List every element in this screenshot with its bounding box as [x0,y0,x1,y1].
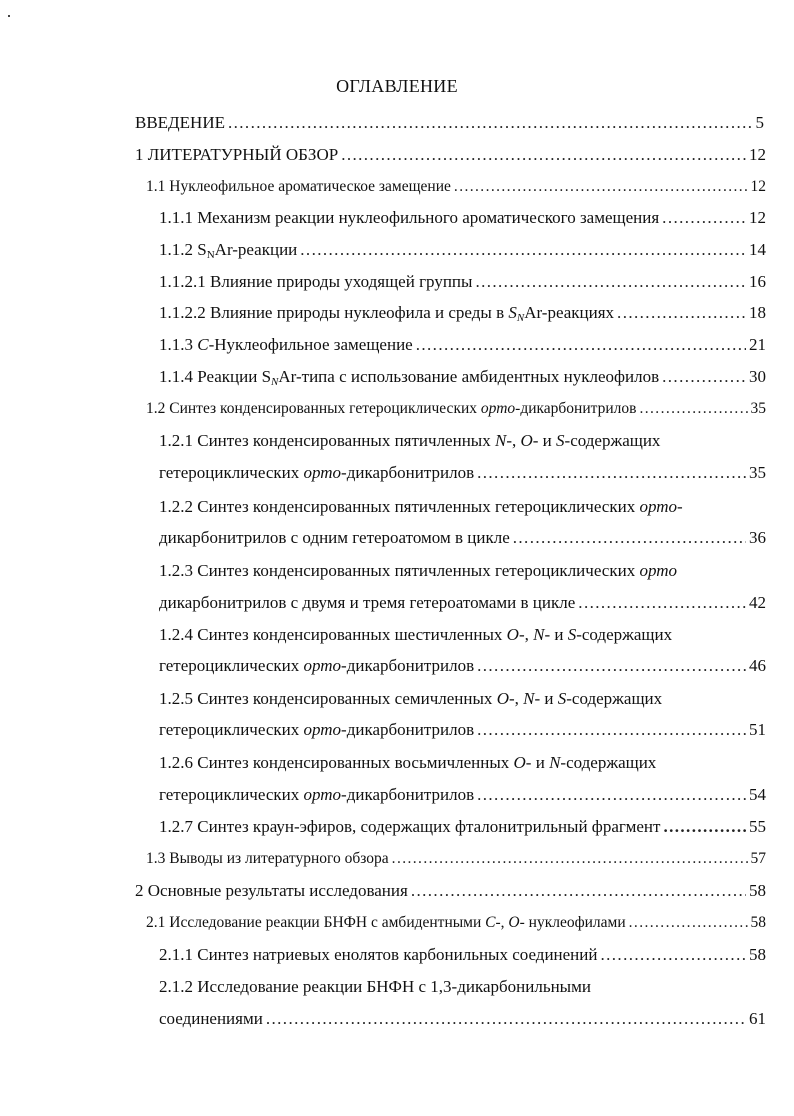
toc-entry-1-2-2[interactable] [159,528,766,548]
page-number: 51 [749,720,766,739]
toc-entry-1-2-1-line1[interactable]: 1.2.1 Синтез конденсированных пятичленных N-, O- и S-содержащих [159,431,661,450]
page-number: 42 [749,593,766,612]
entry-text: 1.1.4 Реакции $S_NAr$-типа с использование амбидентных нуклеофилов [159,367,660,388]
page-number: 36 [749,528,766,547]
page-title: ОГЛАВЛЕНИЕ [336,76,458,96]
page-number: 14 [749,240,766,259]
toc-entry-ch2[interactable] [135,881,766,901]
entry-text: 1.1 Нуклеофильное ароматическое замещение [146,178,451,195]
entry-text: 1.1.1 Механизм реакции нуклеофильного ароматического замещения [159,208,660,227]
entry-text: 1.1.2.2 Влияние природы нуклеофила и среды в $S_NAr$-реакциях [159,303,615,324]
toc-entry-1-1-3[interactable] [159,335,766,355]
toc-entry-1-2-5[interactable] [159,720,766,740]
dot-leader [578,593,746,613]
toc-entry-2-1-2-line1[interactable]: 2.1.2 Исследование реакции БНФН с 1,3-дикарбонильными [159,977,591,996]
page-number: 58 [749,945,766,964]
dot-leader [477,720,746,740]
dot-leader [411,881,746,901]
entry-text: гетероциклических орто-дикарбонитрилов [159,720,475,739]
entry-text: 1.1.3 C-Нуклеофильное замещение [159,335,413,354]
page-number: 30 [749,367,766,386]
toc-entry-1-1-1[interactable] [159,208,766,228]
page-number: 12 [749,208,766,227]
toc-entry-ch1[interactable] [135,145,766,165]
toc-entry-1-1-4[interactable] [159,367,766,387]
dot-leader [454,177,748,197]
entry-text: дикарбонитрилов с одним гетероатомом в цикле [159,528,510,547]
dot-leader [477,656,746,676]
toc-entry-1-2[interactable] [146,399,766,419]
page-number: 12 [750,178,766,195]
page-number: 12 [749,145,766,164]
toc-entry-intro[interactable] [135,113,764,133]
page-number: 21 [749,335,766,354]
entry-text: 1.1.2.1 Влияние природы уходящей группы [159,272,473,291]
entry-text: 2 Основные результаты исследования [135,881,408,900]
toc-entry-1-2-3-line1[interactable]: 1.2.3 Синтез конденсированных пятичленных гетероциклических орто [159,561,678,580]
entry-text: 1.2 Синтез конденсированных гетероциклических орто-дикарбонитрилов [146,400,637,417]
dot-leader [600,945,746,965]
page-number: 35 [750,400,766,417]
entry-text: 1.3 Выводы из литературного обзора [146,850,389,867]
toc-entry-1-2-3[interactable] [159,593,766,613]
dot-leader [477,463,746,483]
toc-entry-2-1-2[interactable] [159,1009,766,1029]
dot-leader [663,817,746,837]
entry-text: ВВЕДЕНИЕ [135,113,225,132]
dot-leader [416,335,746,355]
entry-text: гетероциклических орто-дикарбонитрилов [159,656,475,675]
page-number: 61 [749,1009,766,1028]
dot-leader [341,145,746,165]
page-number: 58 [749,881,766,900]
entry-text: 1.1.2 $S_NAr$-реакции [159,240,298,261]
entry-text: гетероциклических орто-дикарбонитрилов [159,785,475,804]
toc-entry-1-2-4[interactable] [159,656,766,676]
dot-leader [639,399,747,419]
toc-entry-1-2-6[interactable] [159,785,766,805]
page-number: 58 [750,914,766,931]
dot-leader [392,849,748,869]
page-number: 46 [749,656,766,675]
toc-entry-1-1-2-2[interactable] [159,303,766,323]
toc-entry-1-1-2-1[interactable] [159,272,766,292]
page-number: 5 [755,113,764,132]
dot-leader [629,913,748,933]
dot-leader [662,208,746,228]
toc-entry-2-1[interactable] [146,913,766,933]
dot-leader [266,1009,746,1029]
page-number: 55 [749,817,766,836]
toc-entry-2-1-1[interactable] [159,945,766,965]
toc-entry-1-1[interactable] [146,177,766,197]
entry-text: 1 ЛИТЕРАТУРНЫЙ ОБЗОР [135,145,339,164]
page-number: 16 [749,272,766,291]
dot-leader [617,303,746,323]
dot-leader [662,367,746,387]
toc-entry-1-2-4-line1[interactable]: 1.2.4 Синтез конденсированных шестичленных O-, N- и S-содержащих [159,625,673,644]
entry-text: 2.1.1 Синтез натриевых енолятов карбонильных соединений [159,945,598,964]
toc-entry-1-2-7[interactable] [159,817,766,837]
page-number: 35 [749,463,766,482]
page-number: 54 [749,785,766,804]
page-number: 57 [750,850,766,867]
toc-entry-1-2-1[interactable] [159,463,766,483]
dot-leader [513,528,746,548]
entry-text: соединениями [159,1009,263,1028]
entry-text: дикарбонитрилов с двумя и тремя гетероатомами в цикле [159,593,576,612]
toc-entry-1-1-2[interactable] [159,240,766,260]
toc-entry-1-2-5-line1[interactable]: 1.2.5 Синтез конденсированных семичленных O-, N- и S-содержащих [159,689,663,708]
entry-text: 1.2.7 Синтез краун-эфиров, содержащих фталонитрильный фрагмент [159,817,661,836]
entry-text: 2.1 Исследование реакции БНФН с амбидентными C-, O- нуклеофилами [146,914,626,931]
dot-leader [477,785,746,805]
dot-leader [228,113,753,133]
page-number: 18 [749,303,766,322]
entry-text: гетероциклических орто-дикарбонитрилов [159,463,475,482]
scan-speck [8,15,10,17]
dot-leader [300,240,746,260]
toc-entry-1-2-6-line1[interactable]: 1.2.6 Синтез конденсированных восьмичленных O- и N-содержащих [159,753,657,772]
toc-entry-1-3[interactable] [146,849,766,869]
dot-leader [475,272,746,292]
toc-entry-1-2-2-line1[interactable]: 1.2.2 Синтез конденсированных пятичленных гетероциклических орто- [159,497,683,516]
